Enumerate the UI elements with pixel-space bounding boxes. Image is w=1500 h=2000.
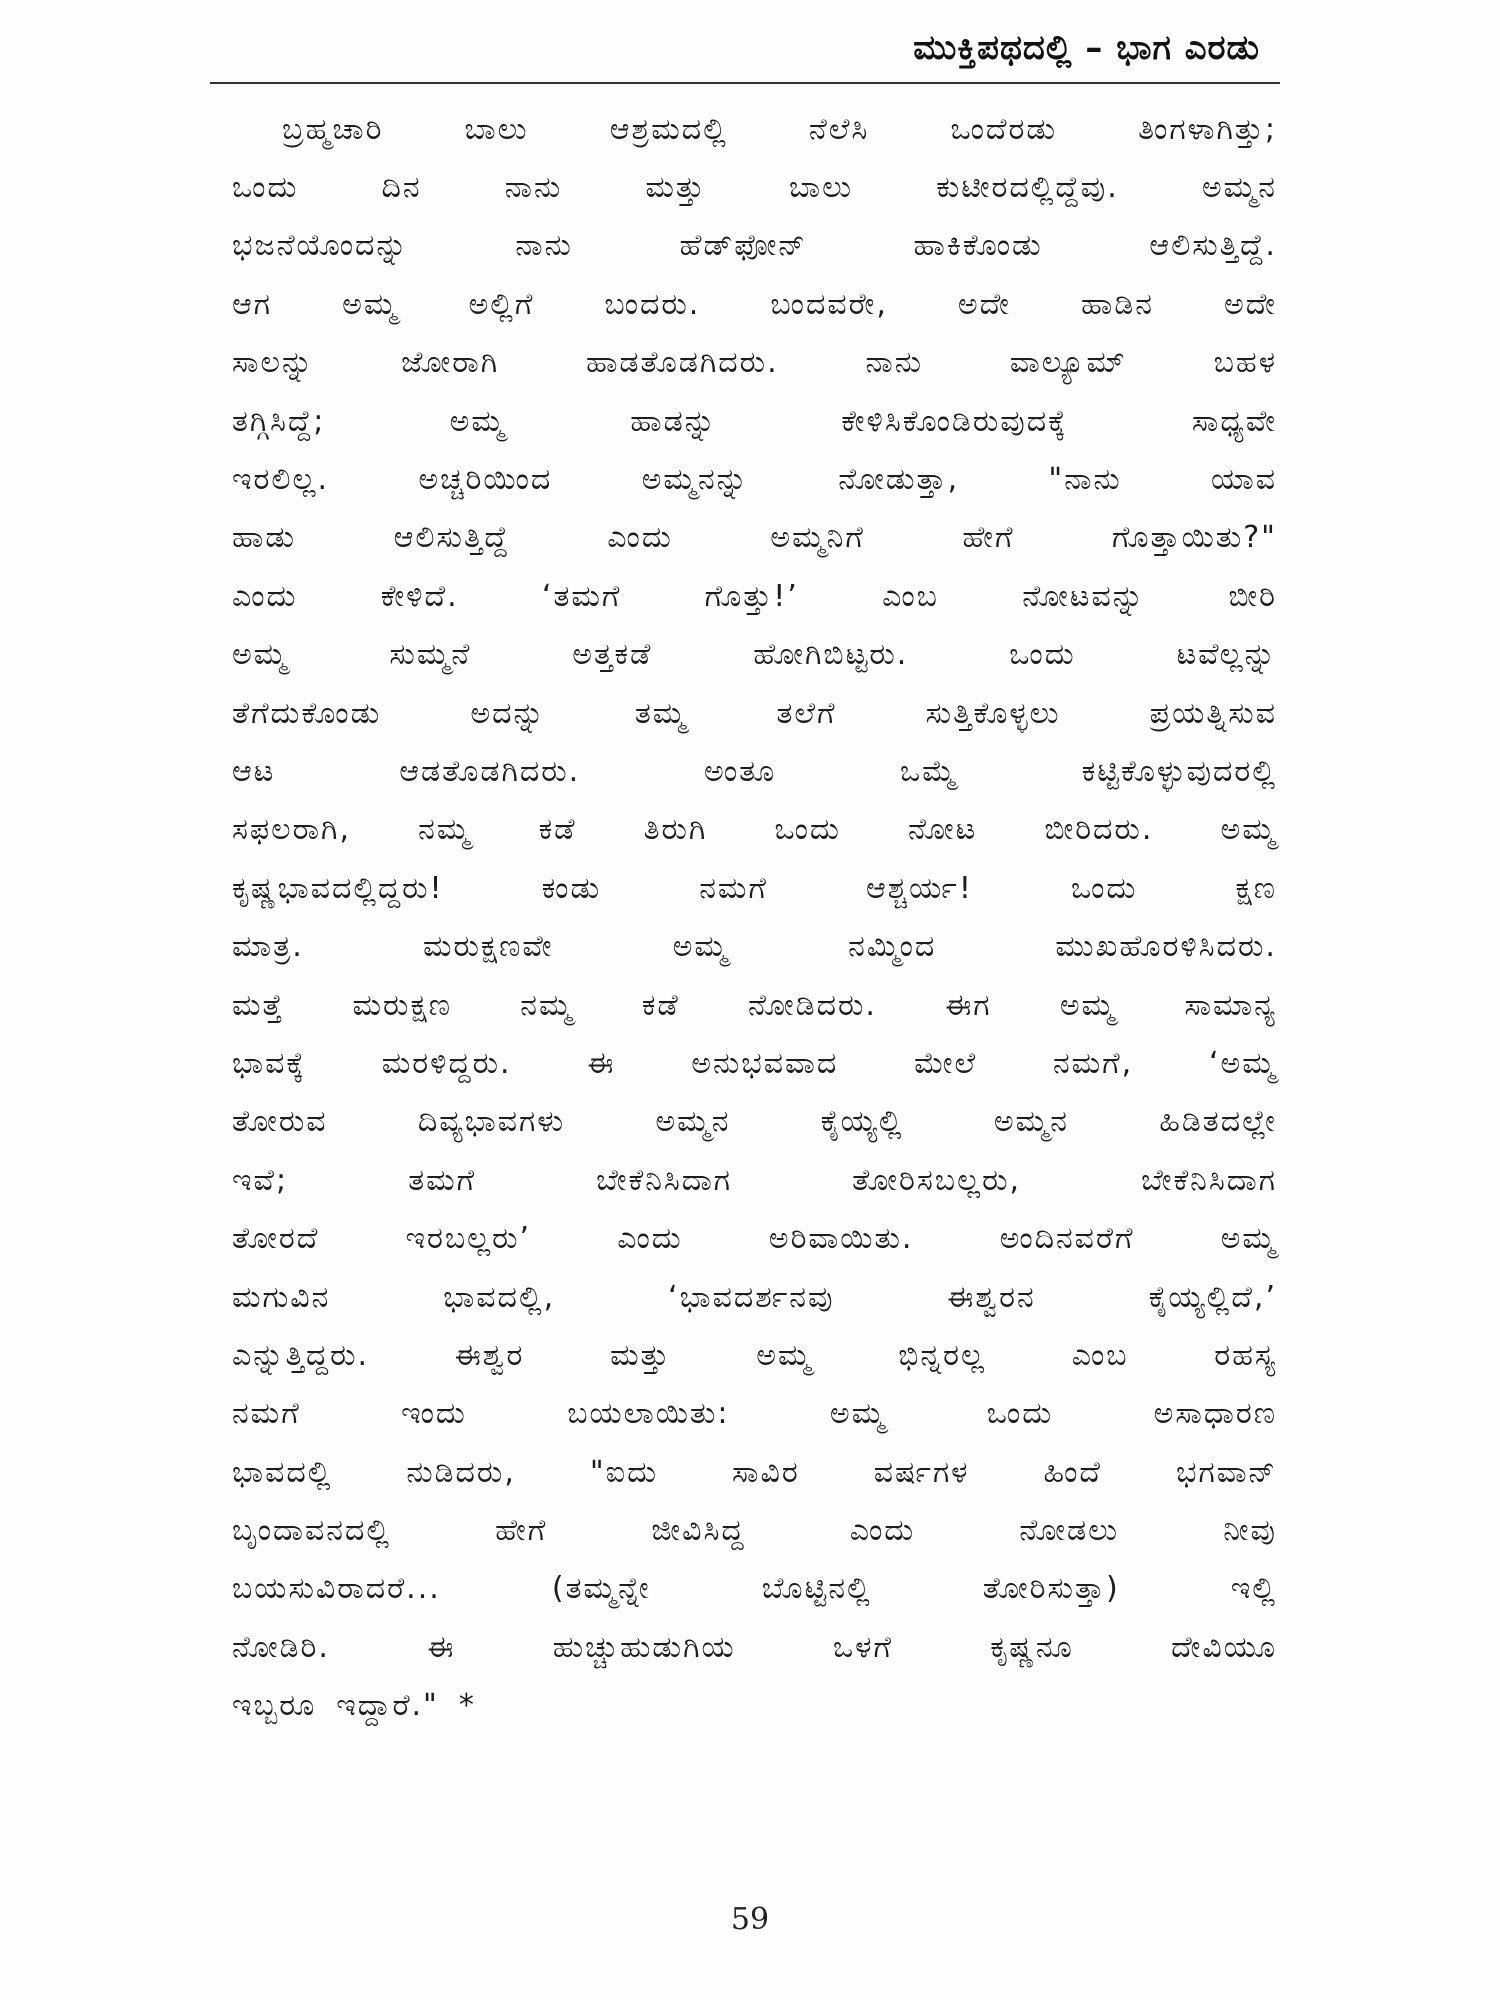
word: ಇಲ್ಲಿ (1230, 1571, 1277, 1607)
word: "ನಾನು (1048, 462, 1122, 498)
word: ಅಮ್ಮ (1220, 812, 1277, 848)
word: ಇರಲಿಲ್ಲ. (232, 462, 330, 498)
word: ಅಮ್ಮನನ್ನು (641, 462, 749, 498)
word: ‘ತಮಗೆ (541, 578, 622, 614)
word: ಅಮ್ಮನ (993, 1104, 1069, 1140)
word: ಅಮ್ಮ (829, 1396, 887, 1432)
word: ಅಂದಿನವರೆಗೆ (999, 1221, 1135, 1257)
word: ಆಲಿಸುತ್ತಿದ್ದೆ (393, 520, 510, 556)
word: ಕಡೆ (641, 987, 680, 1023)
text-line (232, 450, 1277, 508)
text-line (232, 1677, 1277, 1735)
word: ಭಜನೆಯೊಂದನ್ನು (232, 228, 409, 264)
word: ಮತ್ತು (610, 1337, 671, 1373)
word: ಬೃಂದಾವನದಲ್ಲಿ (232, 1513, 391, 1549)
word: ತೋರದೆ (232, 1221, 320, 1257)
word: ಕೇಳಿದೆ. (380, 578, 459, 614)
word: ದಿನ (381, 170, 422, 206)
word: ಅಸಾಧಾರಣ (1153, 1396, 1277, 1432)
word: ನೋಟವನ್ನು (1022, 578, 1146, 614)
word: ಆಗ (232, 286, 273, 322)
word: ನಮ್ಮ (418, 812, 472, 848)
word: ಕಂಡು (541, 870, 602, 906)
word: ನಮಗೆ (232, 1396, 301, 1432)
word: ಆಶ್ರಮದಲ್ಲಿ (609, 111, 728, 147)
word: ವರ್ಷಗಳ (873, 1454, 970, 1490)
word: ಎಂದು (607, 520, 673, 556)
word: ನಮಗೆ, (1052, 1045, 1134, 1081)
text-line (232, 334, 1277, 392)
word: ಗೊತ್ತಾಯಿತು?" (1111, 520, 1277, 556)
word: ಅಮ್ಮನ (1201, 170, 1277, 206)
word: ಇಂದು (401, 1396, 467, 1432)
word: ಅಚ್ಚರಿಯಿಂದ (418, 462, 553, 498)
word: ಭಾವದಲ್ಲಿ (232, 1454, 333, 1490)
word: ಒಂದು (1070, 870, 1138, 906)
word: ಇರಬಲ್ಲರು’ (405, 1221, 532, 1257)
text-line (232, 1443, 1277, 1501)
word: ಅದೇ (1223, 286, 1277, 322)
word: ಎಂದು (617, 1221, 683, 1257)
text-line (232, 626, 1277, 684)
word: ಅಲ್ಲಿಗೆ (468, 286, 535, 322)
word: (ತಮ್ಮನ್ನೇ (551, 1571, 651, 1607)
word: ಮರುಕ್ಷಣವೇ (422, 929, 554, 965)
word: ಬಾಲು (789, 170, 854, 206)
text-line (232, 509, 1277, 567)
word: ಬ್ರಹ್ಮಚಾರಿ (282, 111, 384, 147)
word: ದೇವಿಯೂ (1171, 1629, 1277, 1665)
text-line (232, 1501, 1277, 1559)
text-line (232, 217, 1277, 275)
word: ಬಾಲು (464, 111, 529, 147)
word: ಕುಟೀರದಲ್ಲಿದ್ದೆವು. (936, 170, 1119, 206)
word: ಗೊತ್ತು!’ (704, 578, 799, 614)
word: ಹಿಡಿತದಲ್ಲೇ (1159, 1104, 1277, 1140)
word: ಎಂದು (232, 578, 298, 614)
text-line (232, 859, 1277, 917)
word: ಬಂದವರೇ, (770, 286, 888, 322)
word: ಅತ್ತಕಡೆ (572, 637, 653, 673)
word: ತಿರುಗಿ (643, 812, 708, 848)
word: ಮರುಕ್ಷಣ (352, 987, 452, 1023)
word: ಆಟ (232, 753, 276, 789)
word: ಸುತ್ತಿಕೊಳ್ಳಲು (925, 695, 1061, 731)
word: ಸಾವಿರ (732, 1454, 800, 1490)
word: ವಾಲ್ಯೂಮ್ (1009, 345, 1127, 381)
word: ಈ (427, 1629, 456, 1665)
word: ಸಾಲನ್ನು (232, 345, 315, 381)
word: ಅಮ್ಮ (1059, 987, 1117, 1023)
word: ನಾನು (515, 228, 573, 264)
word: ಹೇಗೆ (495, 1513, 548, 1549)
word: ಜೀವಿಸಿದ್ದ (651, 1513, 746, 1549)
word: ಆಲಿಸುತ್ತಿದ್ದೆ. (1149, 228, 1277, 264)
word: ತಮ್ಮ (634, 695, 688, 731)
text-line (232, 1151, 1277, 1209)
word: ಹಾಡನ್ನು (630, 403, 717, 439)
text-line (232, 1093, 1277, 1151)
word: ಮಗುವಿನ (232, 1279, 331, 1315)
text-line (232, 1268, 1277, 1326)
word: ನಮ್ಮಿಂದ (848, 929, 937, 965)
word: ಜೋರಾಗಿ (401, 345, 500, 381)
word: ಬಹಳ (1213, 345, 1277, 381)
page-number: 59 (730, 1902, 770, 1937)
word: ಆಶ್ಚರ್ಯ! (865, 870, 973, 906)
word: ಬೇಕೆನಿಸಿದಾಗ (596, 1162, 733, 1198)
text-line (232, 1034, 1277, 1092)
word: ಮರಳಿದ್ದರು. (381, 1045, 512, 1081)
word: ತಲೆಗೆ (776, 695, 837, 731)
word: ಕಡೆ (538, 812, 577, 848)
word: ಅಮ್ಮನ (655, 1104, 731, 1140)
word: ಎಂಬ (1071, 1337, 1129, 1373)
header-rule (210, 82, 1280, 84)
text-line (232, 976, 1277, 1034)
word: ತೋರಿಸಬಲ್ಲರು, (852, 1162, 1022, 1198)
word: ಹಾಡತೊಡಗಿದರು. (586, 345, 779, 381)
word: ಈಶ್ವರನ (947, 1279, 1036, 1315)
word: ಆಡತೊಡಗಿದರು. (399, 753, 581, 789)
word: ಟವೆಲ್ಲನ್ನು (1176, 637, 1277, 673)
word: ಮುಖಹೊರಳಿಸಿದರು. (1055, 929, 1277, 965)
word: ಹಾಕಿಕೊಂಡು (913, 228, 1043, 264)
word: ಬಂದರು. (604, 286, 701, 322)
word: ಒಂದು (1009, 637, 1076, 673)
word: ಮಾತ್ರ. (232, 929, 304, 965)
word: ಎನ್ನುತ್ತಿದ್ದರು. (232, 1337, 370, 1373)
word: ಒಂದು (774, 812, 841, 848)
word: ಇವೆ; (232, 1162, 289, 1198)
word: * (458, 1688, 476, 1724)
word: ಕೇಳಿಸಿಕೊಂಡಿರುವುದಕ್ಕೆ (841, 403, 1068, 439)
text-line (232, 567, 1277, 625)
word: ಕೃಷ್ಣನೂ (990, 1629, 1074, 1665)
word: ಹಾಡು (232, 520, 297, 556)
word: ಭಾವದಲ್ಲಿ, (443, 1279, 556, 1315)
word: ಕೈಯ್ಯಲ್ಲಿದೆ,’ (1148, 1279, 1277, 1315)
word: ಸಾಮಾನ್ಯ (1184, 987, 1277, 1023)
word: ಭಗವಾನ್ (1175, 1454, 1277, 1490)
word: ತಗ್ಗಿಸಿದ್ದೆ; (232, 403, 326, 439)
word: ನೋಡಿರಿ. (232, 1629, 330, 1665)
word: ಅನುಭವವಾದ (691, 1045, 839, 1081)
word: ಅದೇ (957, 286, 1011, 322)
word: ಭಾವಕ್ಕೆ (232, 1045, 306, 1081)
word: ಒಂದೆರಡು (950, 111, 1058, 147)
text-line (232, 100, 1277, 158)
word: ತೋರಿಸುತ್ತಾ) (982, 1571, 1120, 1607)
word: ‘ಭಾವದರ್ಶನವು (668, 1279, 835, 1315)
word: ನೋಡಲು (1019, 1513, 1120, 1549)
word: ಕ್ಷಣ (1235, 870, 1277, 906)
word: ಎಂದು (849, 1513, 916, 1549)
word: ನೋಟ (908, 812, 978, 848)
word: ಹಿಂದೆ (1043, 1454, 1102, 1490)
word: ಹುಚ್ಚುಹುಡುಗಿಯ (552, 1629, 736, 1665)
text-line (232, 1560, 1277, 1618)
text-line (232, 1209, 1277, 1267)
word: ಅಮ್ಮನಿಗೆ (770, 520, 865, 556)
word: ‘ಅಮ್ಮ (1209, 1045, 1277, 1081)
word: ಅಮ್ಮ (756, 1337, 813, 1373)
word: ಈ (587, 1045, 616, 1081)
word: ಎಂಬ (882, 578, 939, 614)
word: ಮತ್ತೆ (232, 987, 285, 1023)
word: ದಿವ್ಯಭಾವಗಳು (417, 1104, 566, 1140)
word: ಹೆಡ್‌ಫೋನ್ (679, 228, 807, 264)
word: ನೀವು (1223, 1513, 1277, 1549)
word: ಅಂತೂ (704, 753, 777, 789)
word: ಮೇಲೆ (914, 1045, 978, 1081)
word: ನೋಡಿದರು. (748, 987, 877, 1023)
word: ಸಾಧ್ಯವೇ (1191, 403, 1277, 439)
word: "ಐದು (589, 1454, 658, 1490)
word: ಒಂದು (986, 1396, 1054, 1432)
text-line (232, 801, 1277, 859)
text-line (232, 684, 1277, 742)
word: ಸುಮ್ಮನೆ (389, 637, 472, 673)
word: ಬಯಲಾಯಿತು: (567, 1396, 730, 1432)
word: ಅಮ್ಮ (1220, 1221, 1277, 1257)
word: ಈಗ (945, 987, 992, 1023)
word: ಸಫಲರಾಗಿ, (232, 812, 352, 848)
word: ಅರಿವಾಯಿತು. (768, 1221, 914, 1257)
word: ನಮಗೆ (699, 870, 768, 906)
text-line (232, 1326, 1277, 1384)
word: ನಾನು (865, 345, 923, 381)
text-line (232, 158, 1277, 216)
word: ಹೋಗಿಬಿಟ್ಟರು. (753, 637, 909, 673)
word: ನಾನು (504, 170, 563, 206)
word: ಒಂದು (232, 170, 299, 206)
word: ನೆಲೆಸಿ (808, 111, 870, 147)
word: ಹೇಗೆ (962, 520, 1015, 556)
text-line (232, 1385, 1277, 1443)
word: ಬೇಕೆನಿಸಿದಾಗ (1141, 1162, 1277, 1198)
word: ಪ್ರಯತ್ನಿಸುವ (1149, 695, 1277, 731)
word: ಹಾಡಿನ (1080, 286, 1154, 322)
word: ಬಯಸುವಿರಾದರೆ... (232, 1571, 441, 1607)
word: ಕಟ್ಟಿಕೊಳ್ಳುವುದರಲ್ಲಿ (1081, 753, 1277, 789)
word: ಅಮ್ಮ (449, 403, 506, 439)
word: ಅದನ್ನು (470, 695, 546, 731)
word: ಒಮ್ಮೆ (899, 753, 958, 789)
body-paragraph (232, 100, 1277, 1735)
word: ಬೀರಿದರು. (1044, 812, 1154, 848)
text-line (232, 1618, 1277, 1676)
word: ಬೊಟ್ಟಿನಲ್ಲಿ (761, 1571, 872, 1607)
word: ಅಮ್ಮ (672, 929, 730, 965)
word: ನುಡಿದರು, (406, 1454, 516, 1490)
running-header-title: ಮುಕ್ತಿಪಥದಲ್ಲಿ – ಭಾಗ ಎರಡು (913, 28, 1260, 68)
word: ಮತ್ತು (645, 170, 706, 206)
word: ಒಳಗೆ (833, 1629, 893, 1665)
text-line (232, 392, 1277, 450)
word: ಅಮ್ಮ (342, 286, 399, 322)
word: ಅಮ್ಮ (232, 637, 289, 673)
word: ರಹಸ್ಯ (1214, 1337, 1277, 1373)
text-line (232, 275, 1277, 333)
word: ಯಾವ (1211, 462, 1277, 498)
word: ಇಬ್ಬರೂ (232, 1688, 317, 1724)
word: ತಮಗೆ (408, 1162, 477, 1198)
word: ನೋಡುತ್ತಾ, (838, 462, 960, 498)
word: ತಿಂಗಳಾಗಿತ್ತು; (1138, 111, 1277, 147)
word: ತೆಗೆದುಕೊಂಡು (232, 695, 382, 731)
word: ಈಶ್ವರ (454, 1337, 525, 1373)
word: ಕೈಯ್ಯಲ್ಲಿ (820, 1104, 904, 1140)
text-line (232, 917, 1277, 975)
word: ನಮ್ಮ (520, 987, 574, 1023)
word: ಬೀರಿ (1228, 578, 1277, 614)
word: ಭಿನ್ನರಲ್ಲ (898, 1337, 987, 1373)
word: ಇದ್ದಾರೆ." (336, 1688, 439, 1724)
word: ತೋರುವ (232, 1104, 328, 1140)
text-line (232, 742, 1277, 800)
word: ಕೃಷ್ಣಭಾವದಲ್ಲಿದ್ದರು! (232, 870, 444, 906)
